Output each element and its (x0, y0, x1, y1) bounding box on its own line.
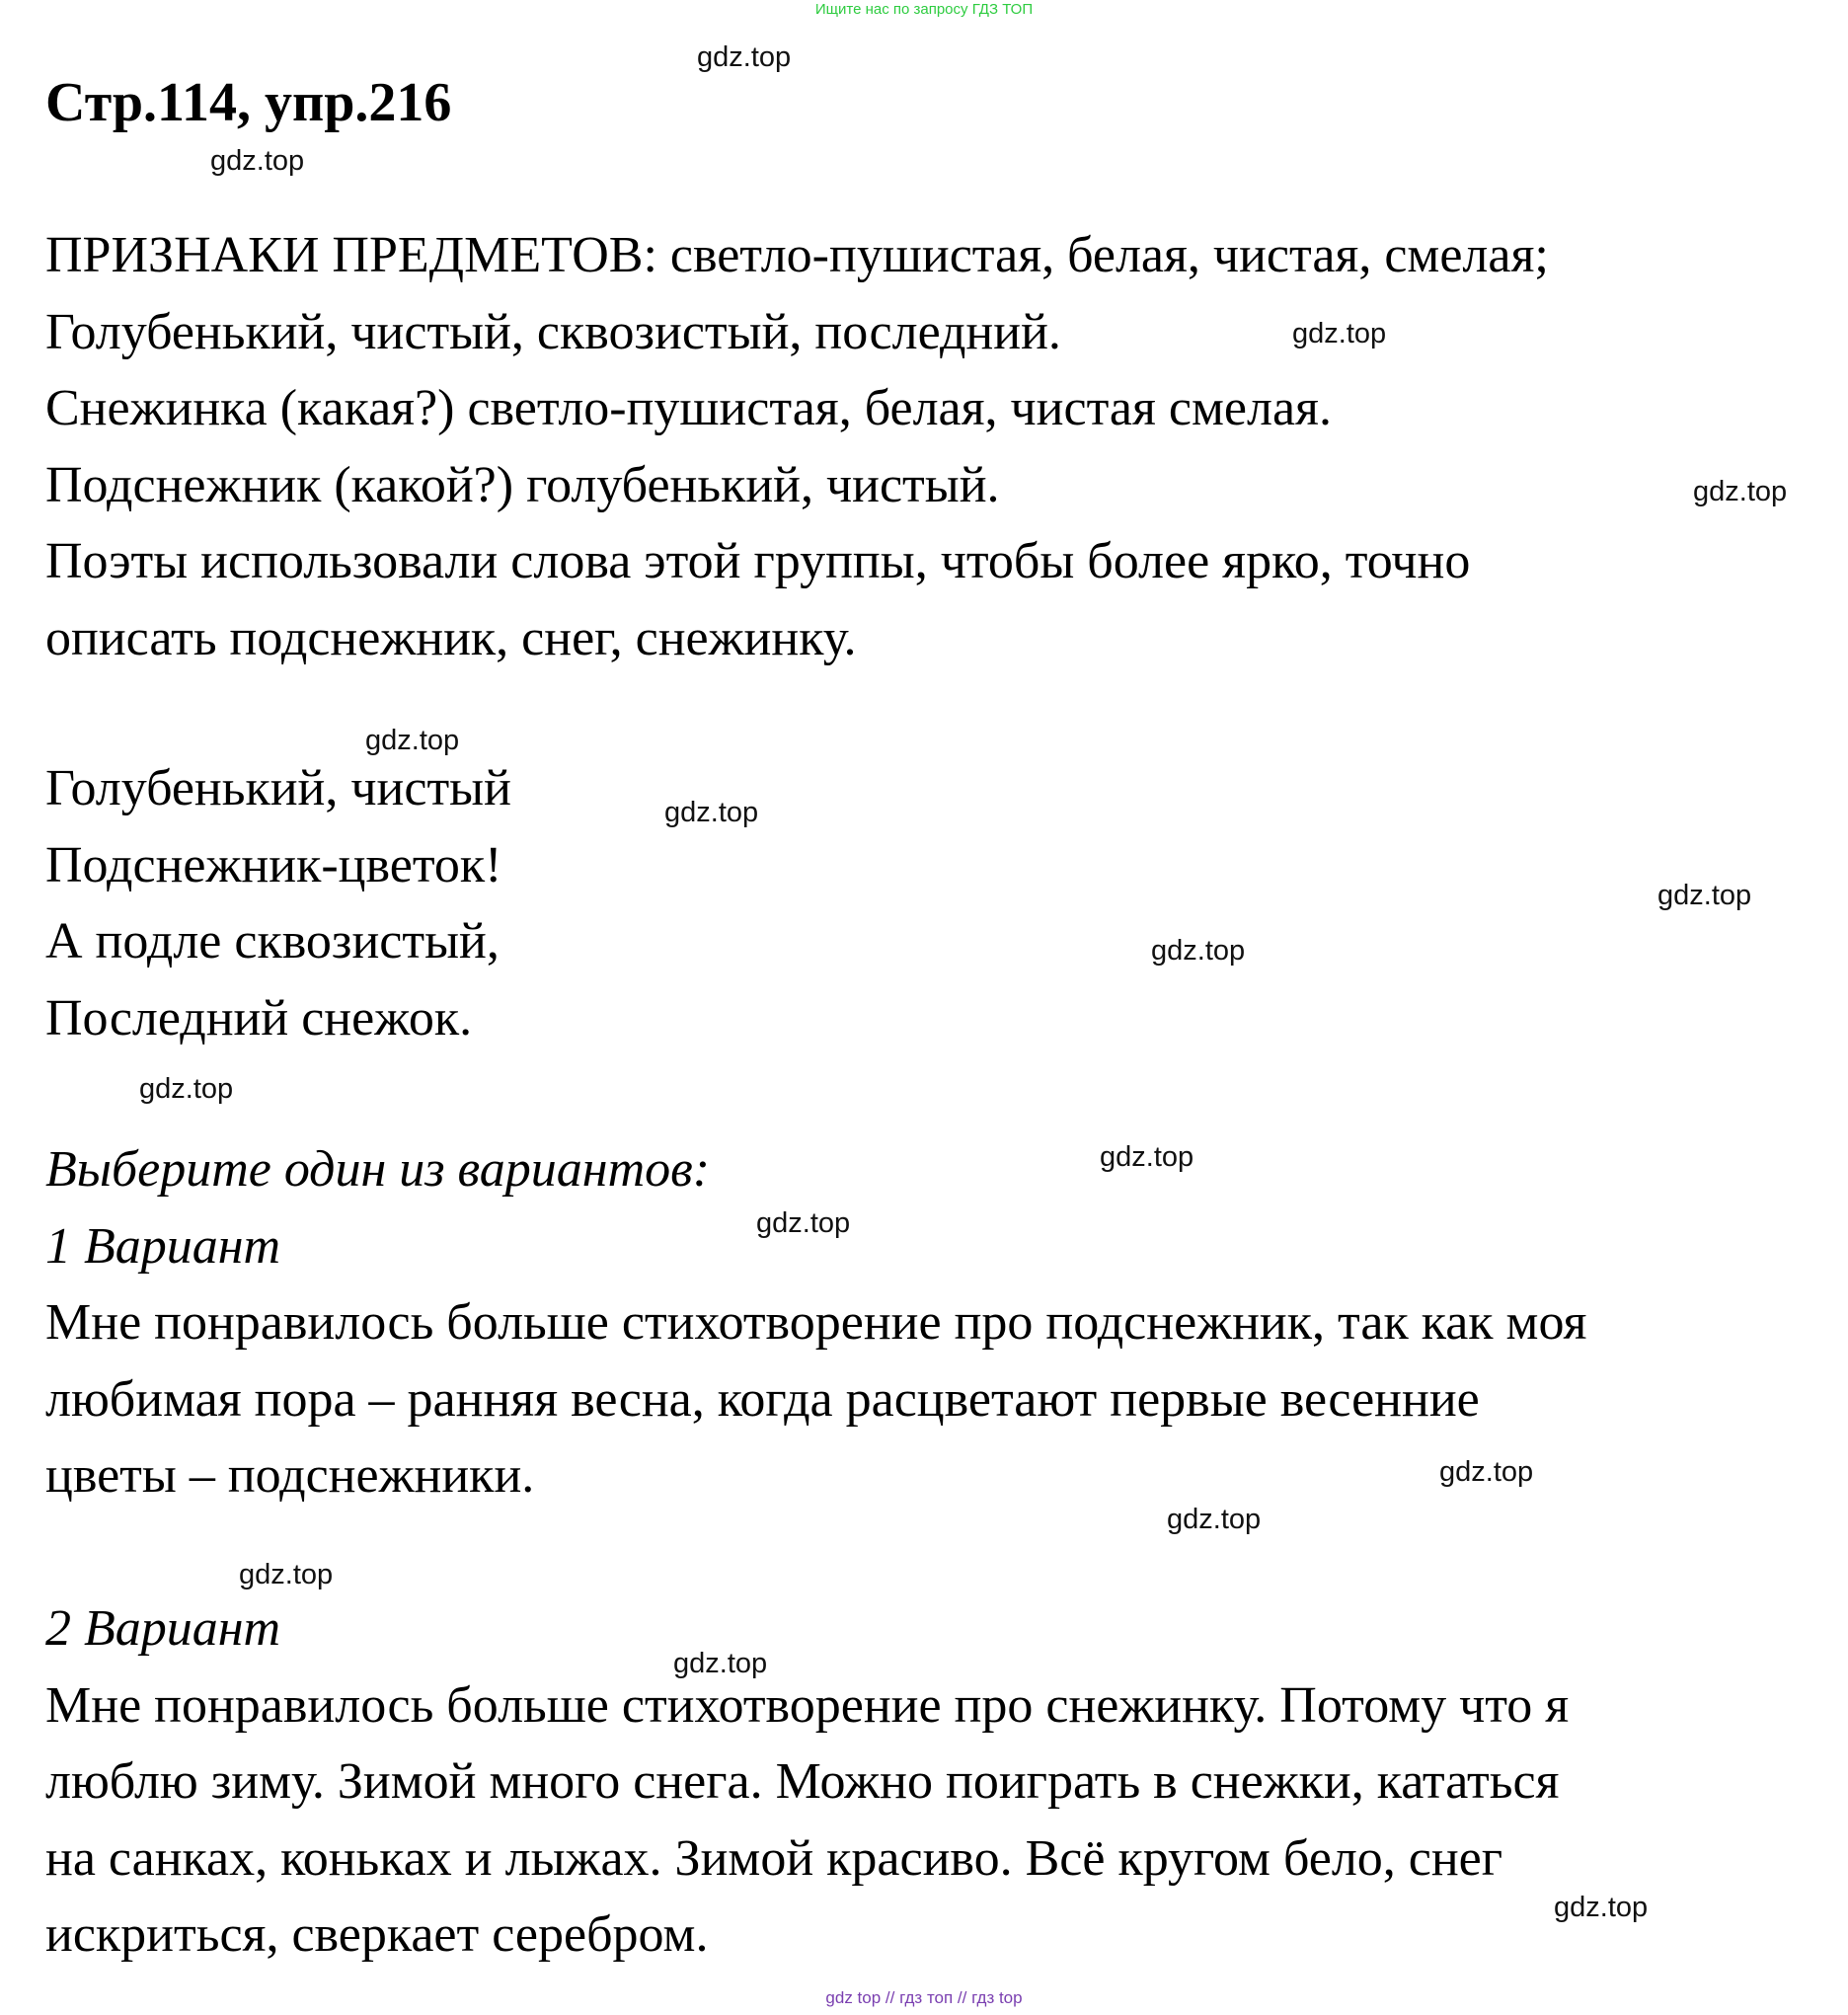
variant2-label: 2 Вариант (45, 1600, 281, 1657)
poem-line: Последний снежок. (45, 989, 473, 1046)
watermark: gdz.top (239, 1559, 334, 1590)
page-title: Стр.114, упр.216 (45, 72, 452, 133)
variant1-label: 1 Вариант (45, 1217, 281, 1275)
variant2-line: люблю зиму. Зимой много снега. Можно поиграть в снежки, кататься (45, 1753, 1560, 1810)
variant1-line: Мне понравилось больше стихотворение про подснежник, так как моя (45, 1294, 1587, 1351)
watermark: gdz.top (1167, 1504, 1262, 1535)
watermark: gdz.top (365, 725, 460, 756)
watermark: gdz.top (673, 1648, 768, 1679)
poem-line: А подле сквозистый, (45, 913, 500, 969)
answer-line: Снежинка (какая?) светло-пушистая, белая, чистая смелая. (45, 380, 1332, 436)
watermark: gdz.top (756, 1207, 851, 1239)
variant2-line: Мне понравилось больше стихотворение про снежинку. Потому что я (45, 1676, 1570, 1734)
variants-block (45, 1131, 1586, 1514)
variant1-line: любимая пора – ранняя весна, когда расцветают первые весенние (45, 1370, 1480, 1428)
watermark: gdz.top (139, 1073, 234, 1105)
variant2-line: на санках, коньках и лыжах. Зимой красиво. Всё кругом бело, снег (45, 1829, 1503, 1887)
watermark: gdz.top (1100, 1141, 1194, 1173)
watermark: gdz.top (1439, 1456, 1534, 1488)
top-banner: Ищите нас по запросу ГДЗ ТОП (814, 1, 1034, 18)
answer-line: Поэты использовали слова этой группы, чтобы более ярко, точно (45, 533, 1471, 589)
answer-line: Голубенький, чистый, сквозистый, последний. (45, 303, 1061, 360)
answer-line: ПРИЗНАКИ ПРЕДМЕТОВ: светло-пушистая, белая, чистая, смелая; (45, 227, 1549, 283)
poem-block (45, 750, 511, 1056)
poem-line: Голубенький, чистый (45, 760, 511, 816)
watermark: gdz.top (1657, 880, 1752, 911)
watermark: gdz.top (1554, 1892, 1649, 1923)
answer-block (45, 217, 1549, 676)
answer-line: описать подснежник, снег, снежинку. (45, 609, 857, 666)
answer-line: Подснежник (какой?) голубенький, чистый. (45, 456, 1000, 513)
watermark: gdz.top (664, 797, 759, 828)
watermark: gdz.top (210, 145, 305, 177)
poem-line: Подснежник-цветок! (45, 836, 502, 893)
choose-label: Выберите один из вариантов: (45, 1141, 711, 1198)
variant1-line: цветы – подснежники. (45, 1447, 535, 1504)
variant2-line: искриться, сверкает серебром. (45, 1906, 709, 1963)
variant2-block (45, 1590, 1569, 1974)
watermark: gdz.top (1151, 935, 1246, 967)
watermark: gdz.top (1693, 476, 1788, 507)
watermark: gdz.top (1292, 318, 1387, 349)
footer: gdz top // гдз топ // гдз top (825, 1988, 1023, 2007)
watermark: gdz.top (697, 41, 792, 73)
